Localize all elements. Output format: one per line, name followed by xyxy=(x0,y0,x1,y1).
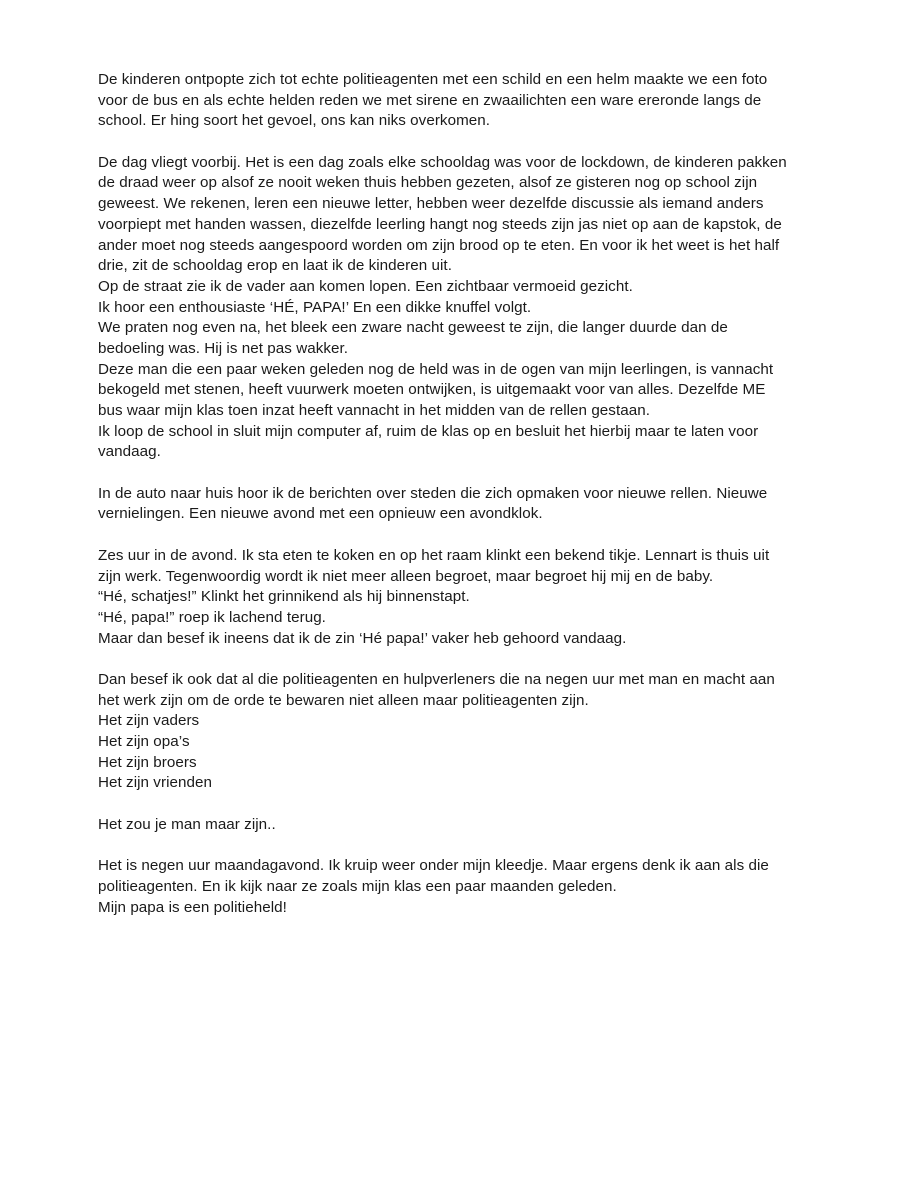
text-line: Mijn papa is een politieheld! xyxy=(98,898,287,916)
text-line: vernielingen. Een nieuwe avond met een opnieuw een avondklok. xyxy=(98,505,543,523)
text-line: drie, zit de schooldag erop en laat ik de kinderen uit. xyxy=(98,257,452,275)
text-line: De dag vliegt voorbij. Het is een dag zoals elke schooldag was voor de lockdown, de kinderen pakken xyxy=(98,153,787,171)
text-line: Het zijn broers xyxy=(98,753,197,771)
text-line: ander moet nog steeds aangespoord worden om zijn brood op te eten. En voor ik het weet is het half xyxy=(98,236,780,254)
text-line: Het zijn opa’s xyxy=(98,733,190,750)
text-line: Het zijn vaders xyxy=(98,712,200,730)
paragraph-gap xyxy=(98,525,845,546)
paragraph-gap xyxy=(98,649,845,670)
text-line: de draad weer op alsof ze nooit weken thuis hebben gezeten, alsof ze gisteren nog op school zijn xyxy=(98,174,758,192)
text-line: De kinderen ontpopte zich tot echte politieagenten met een schild en een helm maakte we een foto xyxy=(98,71,768,88)
paragraph-gap xyxy=(98,132,845,153)
text-line: “Hé, schatjes!” Klinkt het grinnikend als hij binnenstapt. xyxy=(98,588,470,606)
text-line: Het is negen uur maandagavond. Ik kruip weer onder mijn kleedje. Maar ergens denk ik aan als die xyxy=(98,857,769,875)
text-line: Dan besef ik ook dat al die politieagenten en hulpverleners die na negen uur met man en macht aan xyxy=(98,670,775,688)
text-line: geweest. We rekenen, leren een nieuwe letter, hebben weer dezelfde discussie als iemand anders xyxy=(98,195,764,213)
text-line: bus waar mijn klas toen inzat heeft vannacht in het midden van de rellen gestaan. xyxy=(98,402,650,419)
text-line: Maar dan besef ik ineens dat ik de zin ‘Hé papa!’ vaker heb gehoord vandaag. xyxy=(98,629,627,647)
text-line: school. Er hing soort het gevoel, ons kan niks overkomen. xyxy=(98,112,491,130)
text-line: Het zijn vrienden xyxy=(98,774,212,792)
text-line: bekogeld met stenen, heeft vuurwerk moeten ontwijken, is uitgemaakt voor van alles. Dezelfde ME xyxy=(98,381,766,399)
text-line: voorpiept met handen wassen, diezelfde leerling hangt nog steeds zijn jas niet op aan de kapstok, de xyxy=(98,215,782,233)
text-line: Het zou je man maar zijn.. xyxy=(98,815,276,833)
text-line: Ik hoor een enthousiaste ‘HÉ, PAPA!’ En een dikke knuffel volgt. xyxy=(98,298,532,316)
text-line: politieagenten. En ik kijk naar ze zoals mijn klas een paar maanden geleden. xyxy=(98,877,617,895)
text-line: In de auto naar huis hoor ik de berichten over steden die zich opmaken voor nieuwe rellen. Nieuwe xyxy=(98,484,768,502)
text-line: bedoeling was. Hij is net pas wakker. xyxy=(98,339,349,357)
text-line: Op de straat zie ik de vader aan komen lopen. Een zichtbaar vermoeid gezicht. xyxy=(98,277,633,295)
text-line: Deze man die een paar weken geleden nog de held was in de ogen van mijn leerlingen, is vannacht xyxy=(98,360,774,378)
text-line: zijn werk. Tegenwoordig wordt ik niet meer alleen begroet, maar begroet hij mij en de baby. xyxy=(98,567,714,585)
text-line: Ik loop de school in sluit mijn computer af, ruim de klas op en besluit het hierbij maar te laten voor xyxy=(98,422,759,440)
text-line: voor de bus en als echte helden reden we met sirene en zwaailichten een ware ereronde langs de xyxy=(98,91,762,109)
text-line: “Hé, papa!” roep ik lachend terug. xyxy=(98,608,326,626)
paragraph-gap xyxy=(98,794,845,815)
text-line: vandaag. xyxy=(98,443,161,461)
paragraph-gap xyxy=(98,835,845,856)
text-line: We praten nog even na, het bleek een zware nacht geweest te zijn, die langer duurde dan de xyxy=(98,319,728,337)
text-line: Zes uur in de avond. Ik sta eten te koken en op het raam klinkt een bekend tikje. Lennart is thuis uit xyxy=(98,546,770,564)
text-line: het werk zijn om de orde te bewaren niet alleen maar politieagenten zijn. xyxy=(98,691,589,709)
paragraph-gap xyxy=(98,463,845,484)
